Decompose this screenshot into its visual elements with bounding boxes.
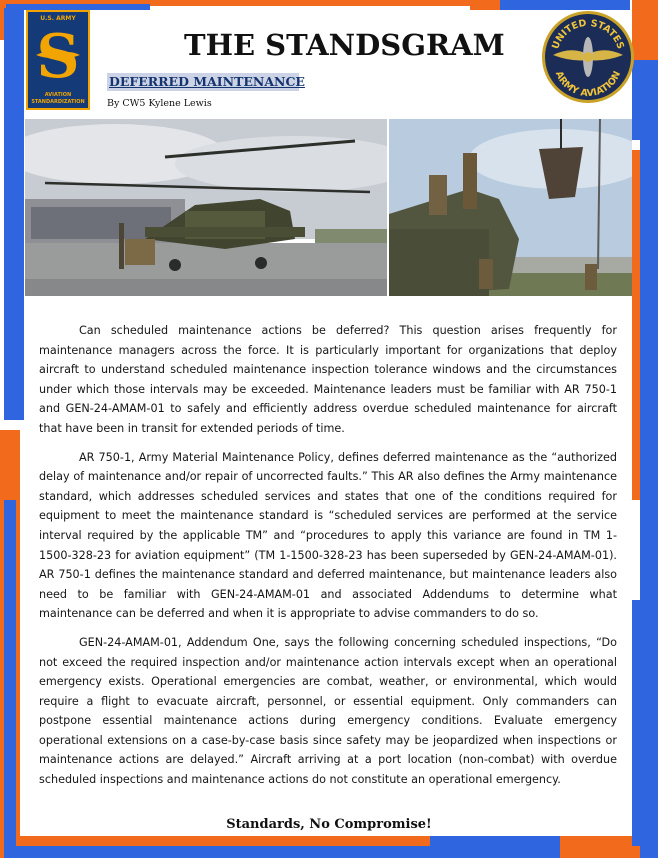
apache-helicopter-photo <box>25 119 387 296</box>
article-paragraph: GEN-24-AMAM-01, Addendum One, says the following concerning scheduled inspections, “Do not exceed the required inspection and/or maintenance action intervals except when an operational emergency exists. Operational emergencies are combat, weather, or environmental, which would require a flight to evacuate aircraft, personnel, or essential equipment. Only commanders can postpone essential maintenance actions during emergency conditions. Evaluate emergency operational extensions on a case-by-case basis since safety may be jeopardized when inspections or maintenance actions are delayed.” Aircraft arriving at a port location (non-combat) with overdue scheduled inspections and maintenance actions do not constitute an operational emergency. <box>39 635 617 787</box>
logo-bottom-line-2: STANDARDIZATION <box>31 99 85 105</box>
chinook-maintenance-photo <box>389 119 632 296</box>
frame-blue-shape <box>640 140 658 640</box>
aviation-standardization-logo <box>26 10 90 110</box>
author-byline: By CW5 Kylene Lewis <box>107 98 212 109</box>
logo-letter: S <box>36 25 80 89</box>
logo-bottom-line-1: AVIATION <box>44 92 72 98</box>
seal-bottom-text: ARMY AVIATION <box>552 69 624 100</box>
frame-blue-shape <box>632 60 658 140</box>
footer-motto: Standards, No Compromise! <box>226 817 432 832</box>
article-paragraph: AR 750-1, Army Material Maintenance Policy, defines deferred maintenance as the “authorized delay of maintenance and/or repair of uncorrected faults.” This AR also defines the Army maintenance standard, which addresses scheduled services and states that one of the conditions required for equipment to meet the maintenance standard is “scheduled services are performed at the service interval required by the applicable TM” and “procedures to apply this variance are found in TM 1-1500-328-23 for aviation equipment” (TM 1-1500-328-23 has been superseded by GEN-24-AMAM-01). AR 750-1 defines the maintenance standard and deferred maintenance, but maintenance leaders also need to be familiar with GEN-24-AMAM-01 and associated Addendums to determine what maintenance can be deferred and when it is appropriate to advise commanders to do so. <box>39 450 617 621</box>
logo-bottom-text <box>28 92 88 106</box>
section-heading-text: DEFERRED MAINTENANCE <box>109 74 305 89</box>
frame-orange-shape <box>560 846 640 858</box>
frame-blue-shape <box>4 500 16 858</box>
seal-top-text: UNITED STATES <box>550 17 626 51</box>
frame-blue-shape <box>16 846 430 858</box>
newsletter-title: THE STANDSGRAM <box>184 28 505 62</box>
article-paragraph: Can scheduled maintenance actions be deferred? This question arises frequently for maintenance managers across the force. It is particularly important for organizations that deploy aircraft to understand scheduled maintenance inspection tolerance windows and the circumstances under which those intervals may be exceeded. Maintenance leaders must be familiar with AR 750-1 and GEN-24-AMAM-01 to safely and efficiently address overdue scheduled maintenance for aircraft that have been in transit for extended periods of time. <box>39 324 617 435</box>
article-body <box>39 321 617 799</box>
frame-orange-shape <box>632 0 658 60</box>
frame-blue-shape <box>430 836 560 858</box>
frame-blue-shape <box>4 8 24 420</box>
army-aviation-seal <box>541 10 635 104</box>
frame-blue-shape <box>500 0 630 10</box>
wings-s-icon <box>34 25 82 89</box>
section-heading <box>107 73 305 91</box>
logo-top-text: U.S. ARMY <box>40 15 76 22</box>
